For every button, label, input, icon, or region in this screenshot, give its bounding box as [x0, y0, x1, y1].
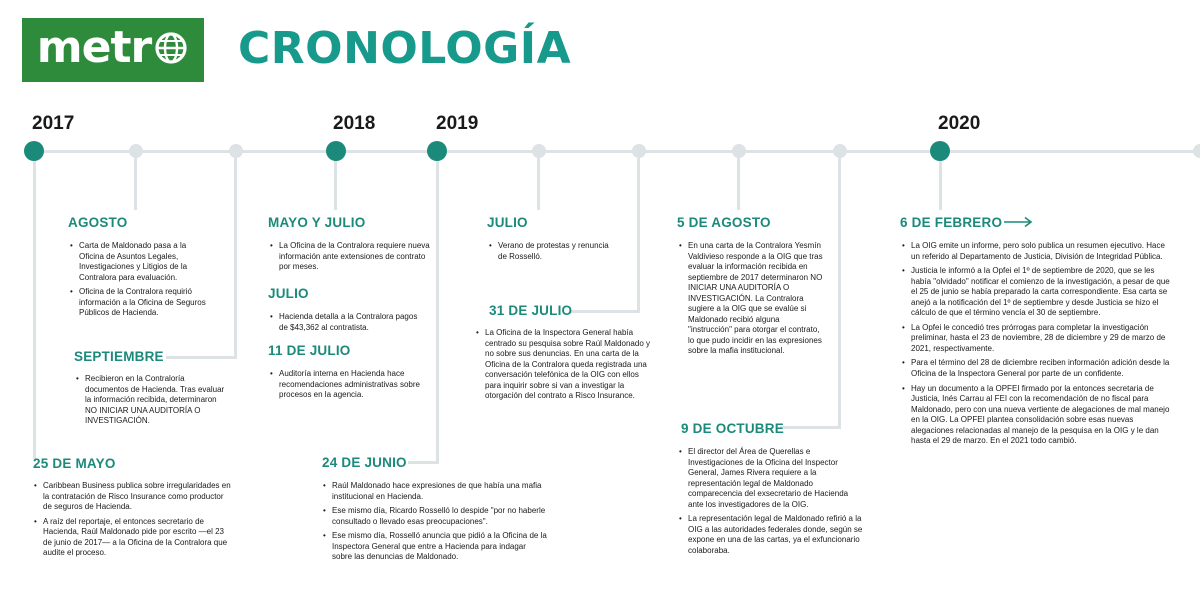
list-item: • Carta de Maldonado pasa a la Oficina de Asuntos Legales, Investigaciones y Litigios de la Contralora para evaluación.	[70, 241, 210, 283]
event-list-9-octubre	[679, 447, 864, 560]
arrow-right-icon	[1004, 216, 1034, 228]
event-list-25-mayo	[34, 481, 234, 563]
event-heading-24-junio: 24 DE JUNIO	[322, 455, 407, 470]
year-label-2019: 2019	[436, 113, 479, 134]
event-list-11-julio	[270, 369, 430, 405]
list-item: • Hacienda detalla a la Contralora pagos de $43,362 al contratista.	[270, 312, 420, 333]
event-list-septiembre	[76, 374, 226, 431]
list-item: • Raúl Maldonado hace expresiones de que había una mafia institucional en Hacienda.	[323, 481, 548, 502]
list-item: • El director del Área de Querellas e Investigaciones de la Oficina del Inspector General, James Rivera requiere a la representación legal de Maldonado comparecencia del exsecretario de Hacienda ante los investigadores de la OIG.	[679, 447, 864, 510]
connector-25-mayo	[33, 160, 36, 460]
connector-24-junio-h	[408, 461, 439, 464]
list-item: • Auditoría interna en Hacienda hace recomendaciones administrativas sobre procesos en la agencia.	[270, 369, 430, 401]
timeline-dot	[833, 144, 847, 158]
timeline-dot	[532, 144, 546, 158]
list-item: • Caribbean Business publica sobre irregularidades en la contratación de Risco Insurance como productor de seguros de Hacienda.	[34, 481, 234, 513]
event-list-julio-2019	[489, 241, 609, 266]
page-title: CRONOLOGÍA	[238, 23, 572, 74]
list-item: • Para el término del 28 de diciembre reciben información adición desde la Oficina de la Inspectora General por parte de un confidente.	[902, 358, 1170, 379]
event-list-24-junio	[323, 481, 548, 567]
list-item: • Justicia le informó a la Opfei el 1º de septiembre de 2020, que se les había "olvidado" notificar el comienzo de la investigación, a pesar de que el 25 de junio se había preparado la carta correspondiente. Esa carta se anejó a la notificación del 1º de septiembre y desde Justicia se hizo el cálculo de que el término vencía el 30 de septiembre.	[902, 266, 1170, 319]
connector-24-junio	[436, 160, 439, 463]
event-heading-julio-2019: JULIO	[487, 215, 528, 230]
timeline-dot	[129, 144, 143, 158]
event-list-6-febrero	[902, 241, 1170, 451]
timeline-dot	[229, 144, 243, 158]
list-item: • La Opfei le concedió tres prórrogas para completar la investigación preliminar, hasta el 23 de noviembre, 28 de diciembre y 29 de marzo de 2021, respectivamente.	[902, 323, 1170, 355]
connector-9-octubre	[838, 158, 841, 428]
event-heading-31-julio: 31 DE JULIO	[489, 303, 573, 318]
logo-text: metr	[36, 22, 152, 73]
timeline-dot-2020	[930, 141, 950, 161]
year-label-2017: 2017	[32, 113, 75, 134]
list-item: • La Oficina de la Inspectora General había centrado su pesquisa sobre Raúl Maldonado y no sobre sus denuncias. En una carta de la Oficina de la Contralora queda registrada una conversación telefónica de la OIG con ellos para inquirir sobre si van a investigar la otorgación del contrato a Risco Insurance.	[476, 328, 656, 402]
timeline-dot-2019	[427, 141, 447, 161]
event-heading-julio-2018: JULIO	[268, 286, 309, 301]
metro-logo	[22, 18, 204, 82]
globe-icon	[153, 30, 189, 66]
event-list-mayo-julio	[270, 241, 435, 277]
event-heading-agosto: AGOSTO	[68, 215, 128, 230]
event-list-5-agosto	[679, 241, 824, 361]
connector-5-agosto	[737, 158, 740, 210]
connector-agosto	[134, 158, 137, 210]
list-item: • A raíz del reportaje, el entonces secretario de Hacienda, Raúl Maldonado pide por escrito —el 23 de junio de 2017— a la Oficina de la Contralora que audite el proceso.	[34, 517, 234, 559]
list-item: • Ese mismo día, Rosselló anuncia que pidió a la Oficina de la Inspectora General que entre a Hacienda para indagar sobre las denuncias de Maldonado.	[323, 531, 548, 563]
connector-julio-2019	[537, 158, 540, 210]
list-item: • La Oficina de la Contralora requiere nueva información ante extensiones de contrato por meses.	[270, 241, 435, 273]
timeline-dot	[732, 144, 746, 158]
year-label-2018: 2018	[333, 113, 376, 134]
timeline-dot	[632, 144, 646, 158]
timeline-axis	[34, 150, 1200, 153]
event-list-31-julio	[476, 328, 656, 406]
year-label-2020: 2020	[938, 113, 981, 134]
connector-6-febrero	[939, 160, 942, 210]
list-item: • Ese mismo día, Ricardo Rosselló lo despide "por no haberle consultado o llevado esas preocupaciones".	[323, 506, 548, 527]
timeline-dot	[1193, 144, 1200, 158]
list-item: • La OIG emite un informe, pero solo publica un resumen ejecutivo. Hace un referido al Departamento de Justicia, División de Integridad Pública.	[902, 241, 1170, 262]
event-list-julio-2018	[270, 312, 420, 337]
list-item: • La representación legal de Maldonado refirió a la OIG a las autoridades federales donde, según se expone en una de las cartas, ya el exfuncionario colaboraba.	[679, 514, 864, 556]
list-item: • Verano de protestas y renuncia de Rosselló.	[489, 241, 609, 262]
connector-septiembre-h	[166, 356, 237, 359]
list-item: • En una carta de la Contralora Yesmín Valdivieso responde a la OIG que tras evaluar la información recibida en septiembre de 2017 determinaron NO INICIAR UNA AUDITORÍA O INVESTIGACIÓN. La Contralora sugiere a la OIG que se evalúe si Maldonado recibió alguna "instrucción" para otorgar el contrato, lo que pudo incidir en las expresiones sobre la mafia institucional.	[679, 241, 824, 357]
event-heading-mayo-julio: MAYO Y JULIO	[268, 215, 366, 230]
connector-31-julio	[637, 158, 640, 312]
connector-septiembre	[234, 158, 237, 358]
timeline-dot-2018	[326, 141, 346, 161]
event-heading-5-agosto: 5 DE AGOSTO	[677, 215, 771, 230]
list-item: • Oficina de la Contralora requirió información a la Oficina de Seguros Públicos de Hacienda.	[70, 287, 210, 319]
event-heading-6-febrero: 6 DE FEBRERO	[900, 215, 1003, 230]
timeline-dot-2017	[24, 141, 44, 161]
event-list-agosto	[70, 241, 210, 323]
list-item: • Hay un documento a la OPFEI firmado por la entonces secretaria de Justicia, Inés Carrau al FEI con la recomendación de no fiscal para Maldonado, pero con una nueva vertiente de alegaciones de mal manejo en la OIG. La OPFEI plantea consolidación sobre esas nuevas alegaciones relacionadas al manejo de la pesquisa en la OIG y le dan hasta el 29 de marzo. En el 2021 todo cambió.	[902, 384, 1170, 447]
event-heading-11-julio: 11 DE JULIO	[268, 343, 351, 358]
event-heading-25-mayo: 25 DE MAYO	[33, 456, 116, 471]
event-heading-septiembre: SEPTIEMBRE	[74, 349, 164, 364]
connector-mayo-julio	[334, 160, 337, 210]
connector-9-octubre-h	[780, 426, 841, 429]
event-heading-9-octubre: 9 DE OCTUBRE	[681, 421, 784, 436]
logo-wordmark	[36, 22, 189, 73]
connector-31-julio-h	[570, 310, 640, 313]
list-item: • Recibieron en la Contraloría documentos de Hacienda. Tras evaluar la información recibida, determinaron NO INICIAR UNA AUDITORÍA O INVESTIGACIÓN.	[76, 374, 226, 427]
